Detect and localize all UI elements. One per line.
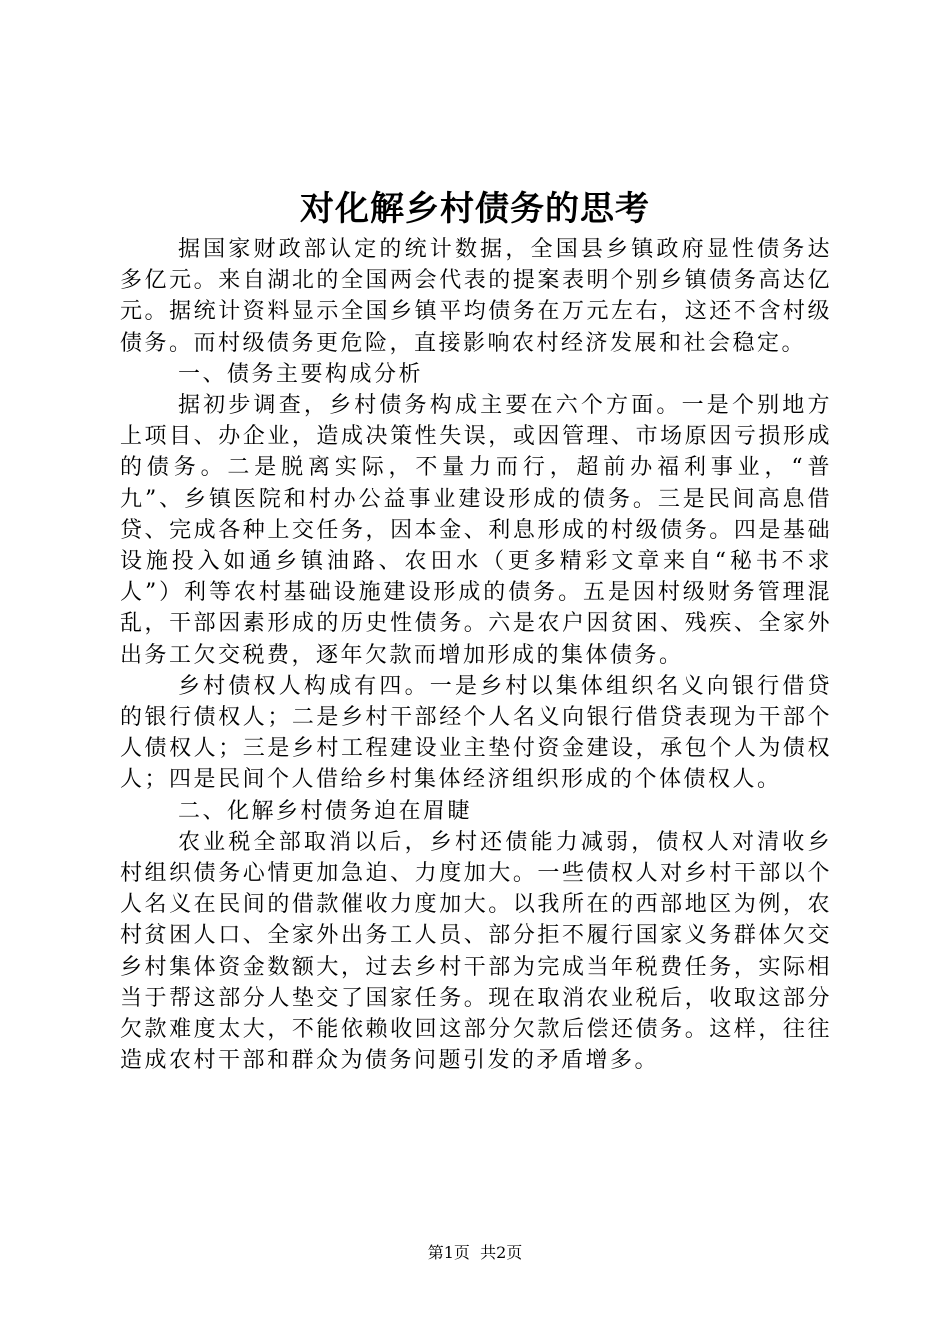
document-body: [120, 234, 832, 1076]
paragraph-intro: 据国家财政部认定的统计数据，全国县乡镇政府显性债务达多亿元。来自湖北的全国两会代表的提案表明个别乡镇债务高达亿元。据统计资料显示全国乡镇平均债务在万元左右，这还不含村级债务。而村级债务更危险，直接影响农村经济发展和社会稳定。: [120, 237, 832, 356]
page-total: 共2页: [480, 1243, 523, 1262]
paragraph-creditors: 乡村债权人构成有四。一是乡村以集体组织名义向银行借贷的银行债权人；二是乡村干部经个人名义向银行借贷表现为干部个人债权人；三是乡村工程建设业主垫付资金建设，承包个人为债权人；四是民间个人借给乡村集体经济组织形成的个体债权人。: [120, 673, 832, 793]
page-number: 第1页: [427, 1243, 470, 1262]
paragraph-debt-composition: 据初步调查，乡村债务构成主要在六个方面。一是个别地方上项目、办企业，造成决策性失误，或因管理、市场原因亏损形成的债务。二是脱离实际，不量力而行，超前办福利事业，“普九”、乡镇医院和村办公益事业建设形成的债务。三是民间高息借贷、完成各种上交任务，因本金、利息形成的村级债务。四是基础设施投入如通乡镇油路、农田水（更多精彩文章来自“秘书不求人”）利等农村基础设施建设形成的债务。五是因村级财务管理混乱，干部因素形成的历史性债务。六是农户因贫困、残疾、全家外出务工欠交税费，逐年欠款而增加形成的集体债务。: [120, 393, 832, 668]
page-footer: [0, 1242, 950, 1264]
section-heading-2: 二、化解乡村债务迫在眉睫: [178, 798, 473, 824]
document-title: 对化解乡村债务的思考: [300, 189, 650, 229]
paragraph-urgency: 农业税全部取消以后，乡村还债能力减弱，债权人对清收乡村组织债务心情更加急迫、力度加大。一些债权人对乡村干部以个人名义在民间的借款催收力度加大。以我所在的西部地区为例，农村贫困人口、全家外出务工人员、部分拒不履行国家义务群体欠交乡村集体资金数额大，过去乡村干部为完成当年税费任务，实际相当于帮这部分人垫交了国家任务。现在取消农业税后，收取这部分欠款难度太大，不能依赖收回这部分欠款后偿还债务。这样，往往造成农村干部和群众为债务问题引发的矛盾增多。: [120, 829, 832, 1074]
section-heading-1: 一、债务主要构成分析: [178, 361, 424, 387]
